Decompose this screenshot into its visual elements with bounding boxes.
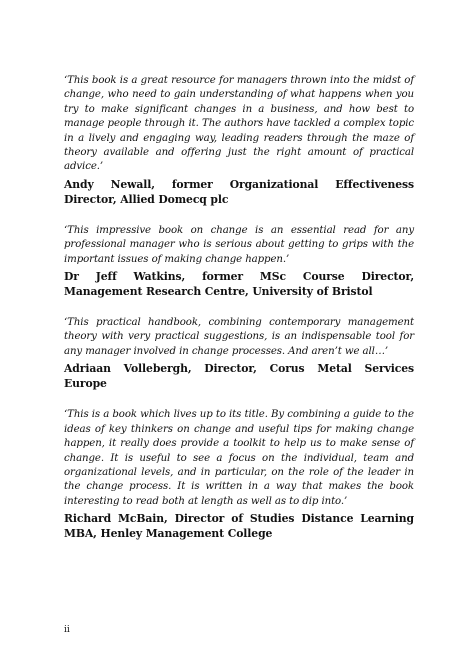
endorsement-attribution: Richard McBain, Director of Studies Distance Learning MBA, Henley Management College: [64, 512, 414, 541]
endorsement-2: [64, 224, 414, 299]
endorsement-4: [64, 408, 414, 541]
endorsement-attribution: Dr Jeff Watkins, former MSc Course Director, Management Research Centre, University of Bristol: [64, 270, 414, 299]
endorsement-quote: ‘This impressive book on change is an essential read for any professional manager who is serious about getting to grips with the important issues of making change happen.’: [64, 224, 414, 265]
endorsements-page: [64, 74, 414, 558]
endorsement-quote: ‘This book is a great resource for managers thrown into the midst of change, who need to gain understanding of what happens when you try to make significant changes in a business, and how best to manage people through it. The authors have tackled a complex topic in a lively and engaging way, leading readers through the maze of theory available and offering just the right amount of practical advice.’: [64, 75, 414, 173]
endorsement-3: [64, 316, 414, 391]
endorsement-quote: ‘This is a book which lives up to its title. By combining a guide to the ideas of key thinkers on change and useful tips for making change happen, it really does provide a toolkit to help us to make sense of change. It is useful to see a focus on the individual, team and organizational levels, and in particular, on the role of the leader in the change process. It is written in a way that makes the book interesting to read both at length as well as to dip into.’: [64, 409, 414, 507]
endorsement-attribution: Andy Newall, former Organizational Effectiveness Director, Allied Domecq plc: [64, 177, 414, 206]
endorsement-1: [64, 74, 414, 207]
endorsement-attribution: Adriaan Vollebergh, Director, Corus Metal Services Europe: [64, 362, 414, 391]
page-number: ii: [64, 625, 70, 635]
endorsement-quote: ‘This practical handbook, combining contemporary management theory with very practical suggestions, is an indispensable tool for any manager involved in change processes. And aren’t we all…’: [64, 317, 414, 357]
